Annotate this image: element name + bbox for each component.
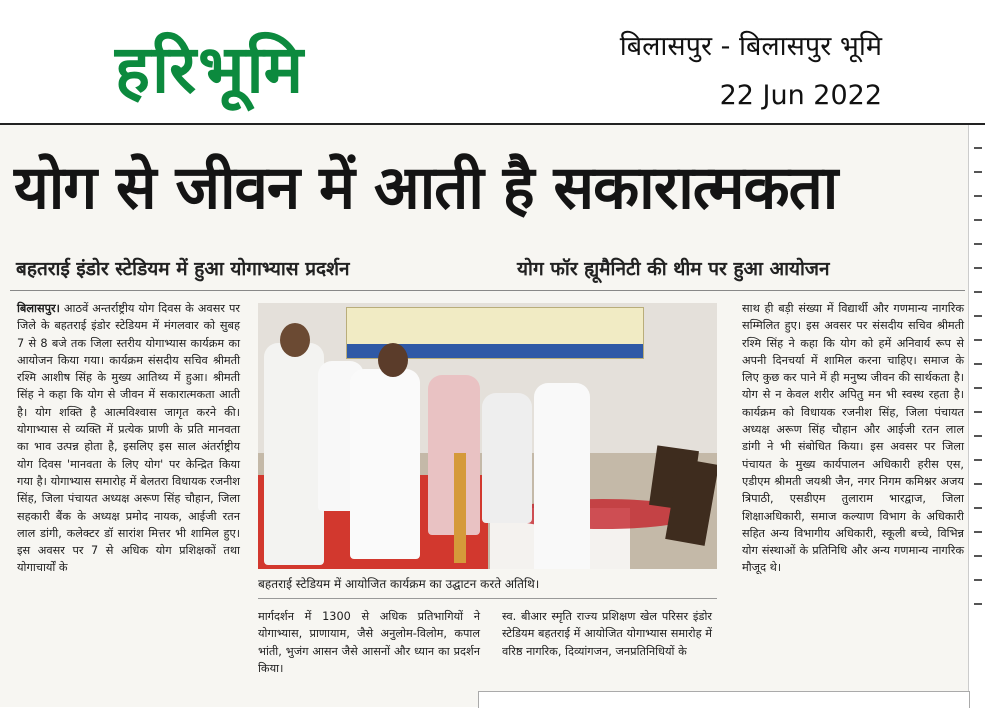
publication-date: 22 Jun 2022 <box>719 80 882 111</box>
logo-text: हरिभूमि <box>115 31 306 108</box>
photo-person <box>482 393 532 523</box>
adjacent-article-strip <box>968 125 985 707</box>
haribhoomi-logo <box>115 30 475 110</box>
dateline: बिलासपुर। <box>17 302 60 315</box>
edition-label: बिलासपुर - बिलासपुर भूमि <box>619 31 882 62</box>
subhead-divider <box>10 290 965 291</box>
article-column-4: साथ ही बड़ी संख्या में विद्यार्थी और गणमान्य नागरिक सम्मिलित हुए। इस अवसर पर संसदीय सचिव श्रीमती रश्मि सिंह ने कहा कि योग को हमें अनिवार्य रूप से अपनी दिनचर्या में शामिल करना चाहिए। समाज के लिए कुछ कर पाने में ही मनुष्य जीवन की सार्थकता है। योग से न केवल शरीर अपितु मन भी स्वस्थ रहता है। कार्यक्रम को विधायक रजनीश सिंह, जिला पंचायत अध्यक्ष अरूण सिंह चौहान और आईजी रतन लाल डांगी ने भी संबोधित किया। इस अवसर पर जिला पंचायत के मुख्य कार्यपालन अधिकारी हरीस एस, एडीएम श्रीमती जयश्री जैन, नगर निगम कमिश्नर अजय त्रिपाठी, एसडीएम तुलाराम भारद्वाज, जिला शिक्षाअधिकारी, समाज कल्याण विभाग के अधिकारी सहित अन्य विभागीय अधिकारी, स्कूली बच्चे, विभिन्न योग संस्थाओं के प्रतिनिधि और अन्य गणमान्य नागरिक मौजूद थे। <box>742 302 964 575</box>
photo-caption: बहतराई स्टेडियम में आयोजित कार्यक्रम का उद्घाटन करते अतिथि। <box>258 577 540 591</box>
subheadline-right: योग फॉर ह्यूमैनिटी की थीम पर हुआ आयोजन <box>517 258 830 280</box>
article-column-3: स्व. बीआर स्मृति राज्य प्रशिक्षण खेल परिसर इंडोर स्टेडियम बहतराई में आयोजित योगाभ्यास समारोह में वरिष्ठ नागरिक, दिव्यांगजन, जनप्रतिनिधियों के <box>502 610 712 658</box>
caption-divider <box>258 598 717 599</box>
event-photo <box>258 303 717 569</box>
subheadline-left: बहतराई इंडोर स्टेडियम में हुआ योगाभ्यास प्रदर्शन <box>16 258 350 280</box>
article-column-2: मार्गदर्शन में 1300 से अधिक प्रतिभागियों ने योगाभ्यास, प्राणायाम, जैसे अनुलोम-विलोम, कपाल भांती, भुजंग आसन जैसे आसनों और ध्यान का प्रदर्शन किया। <box>258 610 480 675</box>
photo-person-head <box>280 323 310 357</box>
photo-person <box>264 343 324 565</box>
photo-person <box>534 383 590 569</box>
photo-person <box>350 369 420 559</box>
column-1-text: आठवें अन्तर्राष्ट्रीय योग दिवस के अवसर पर जिले के बहतराई इंडोर स्टेडियम में मंगलवार को सुबह 7 से 8 बजे तक जिला स्तरीय योगाभ्यास कार्यक्रम का आयोजन किया गया। कार्यक्रम संसदीय सचिव श्रीमती रश्मि आशीष सिंह के मुख्य आतिथ्य में हुआ। श्रीमती सिंह ने कहा कि योग से जीवन में सकारात्मकता आती है। योग शक्ति है आत्मविश्वास जागृत करने की। योगाभ्यास से व्यक्ति में प्रत्येक प्राणी के प्रति मानवता का भाव उत्पन्न होता है, इसलिए इस साल अंतर्राष्ट्रीय योग दिवस 'मानवता के लिए योग' पर केन्द्रित किया गया है। योगाभ्यास समारोह में बेलतरा विधायक रजनीश सिंह, जिला पंचायत अध्यक्ष अरूण सिंह चौहान, जिला सहकारी बैंक के अध्यक्ष प्रमोद नायक, आईजी रतन लाल डांगी, कलेक्टर डॉ सारांश मित्तर भी शामिल हुए। इस अवसर पर 7 से अधिक योग प्रशिक्षकों तथा योगाचार्यों के <box>17 302 241 575</box>
photo-lamp <box>454 453 466 563</box>
photo-person-head <box>378 343 408 377</box>
next-article-edge <box>478 691 970 708</box>
article-column-1 <box>17 300 240 577</box>
article-headline: योग से जीवन में आती है सकारात्मकता <box>14 153 838 223</box>
masthead <box>0 0 985 125</box>
